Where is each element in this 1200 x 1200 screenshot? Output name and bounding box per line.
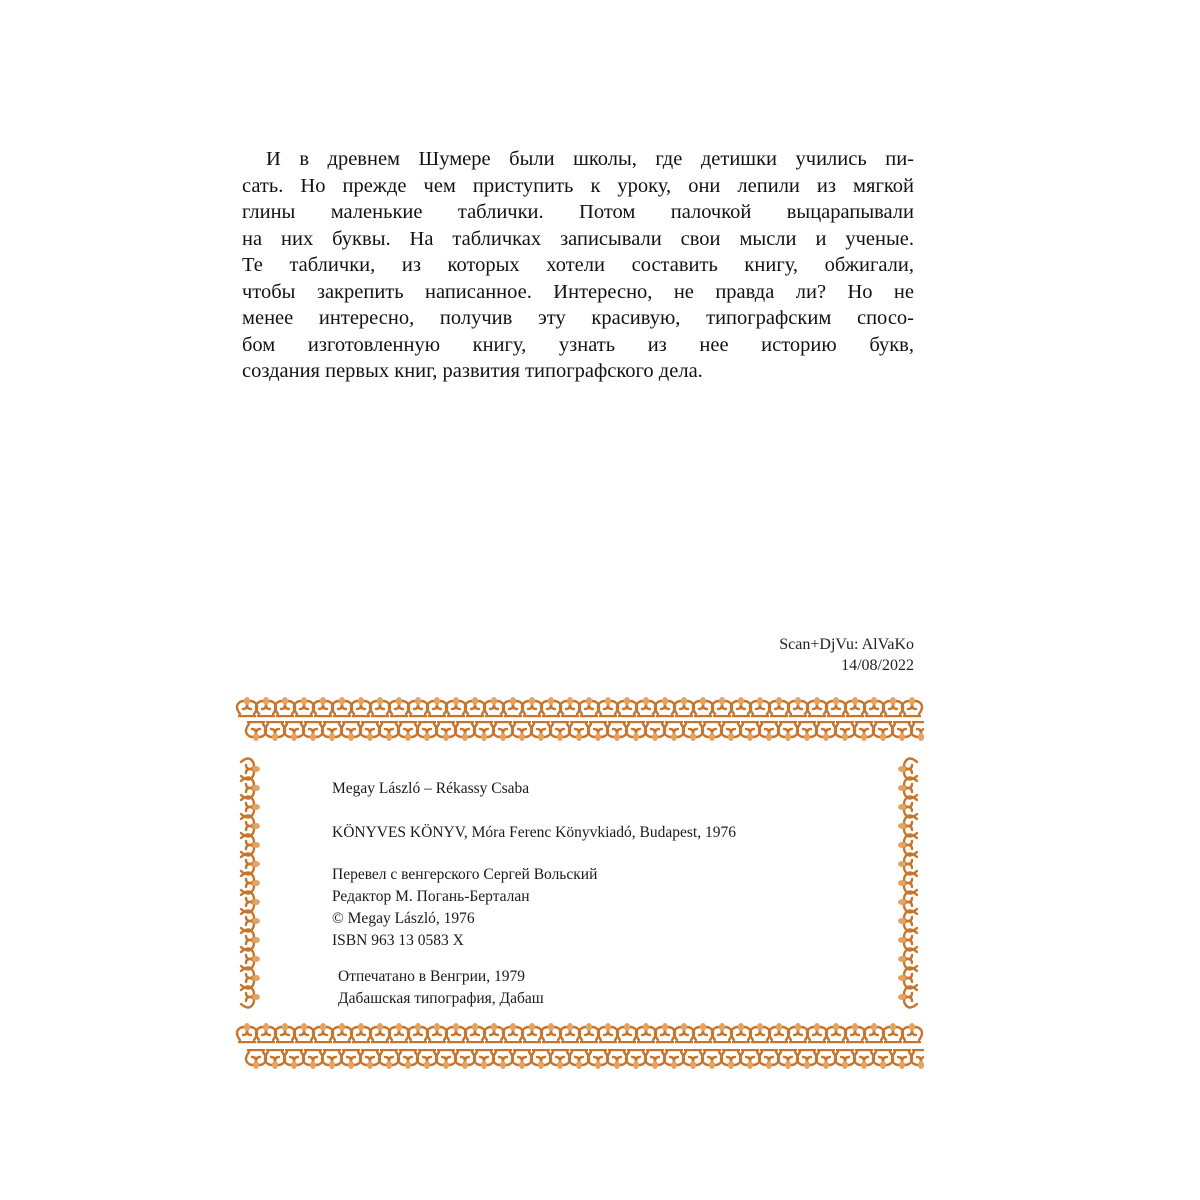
intro-line: менее интересно, получив эту красивую, типографским спосо- — [242, 307, 914, 329]
scan-credit-name: Scan+DjVu: AlVaKo — [779, 636, 914, 653]
imprint-translator: Перевел с венгерского Сергей Вольский — [332, 866, 598, 883]
imprint-editor: Редактор М. Погань-Берталан — [332, 888, 530, 905]
imprint-isbn: ISBN 963 13 0583 X — [332, 932, 464, 949]
imprint-printer: Дабашская типография, Дабаш — [338, 990, 544, 1007]
intro-line: глины маленькие таблички. Потом палочкой выцарапывали — [242, 201, 914, 223]
intro-line: И в древнем Шумере были школы, где детишки учились пи- — [266, 148, 914, 170]
imprint-original-edition: KÖNYVES KÖNYV, Móra Ferenc Könyvkiadó, Budapest, 1976 — [332, 824, 736, 841]
intro-line: Те таблички, из которых хотели составить книгу, обжигали, — [242, 254, 914, 276]
folk-ornament-border-icon — [234, 690, 924, 1080]
scan-credit — [779, 634, 914, 676]
intro-line: сать. Но прежде чем приступить к уроку, они лепили из мягкой — [242, 174, 914, 197]
intro-paragraph — [242, 146, 914, 385]
intro-line: на них буквы. На табличках записывали свои мысли и ученые. — [242, 227, 914, 250]
ornament-frame — [234, 690, 924, 1080]
scan-credit-date: 14/08/2022 — [841, 657, 914, 674]
imprint-printed: Отпечатано в Венгрии, 1979 — [338, 968, 525, 985]
imprint-copyright: © Megay László, 1976 — [332, 910, 475, 927]
intro-line: создания первых книг, развития типографского дела. — [242, 360, 703, 382]
intro-line: чтобы закрепить написанное. Интересно, не правда ли? Но не — [242, 280, 914, 303]
intro-line: бом изготовленную книгу, узнать из нее историю букв, — [242, 333, 914, 356]
imprint-authors: Megay László – Rékassy Csaba — [332, 780, 530, 797]
